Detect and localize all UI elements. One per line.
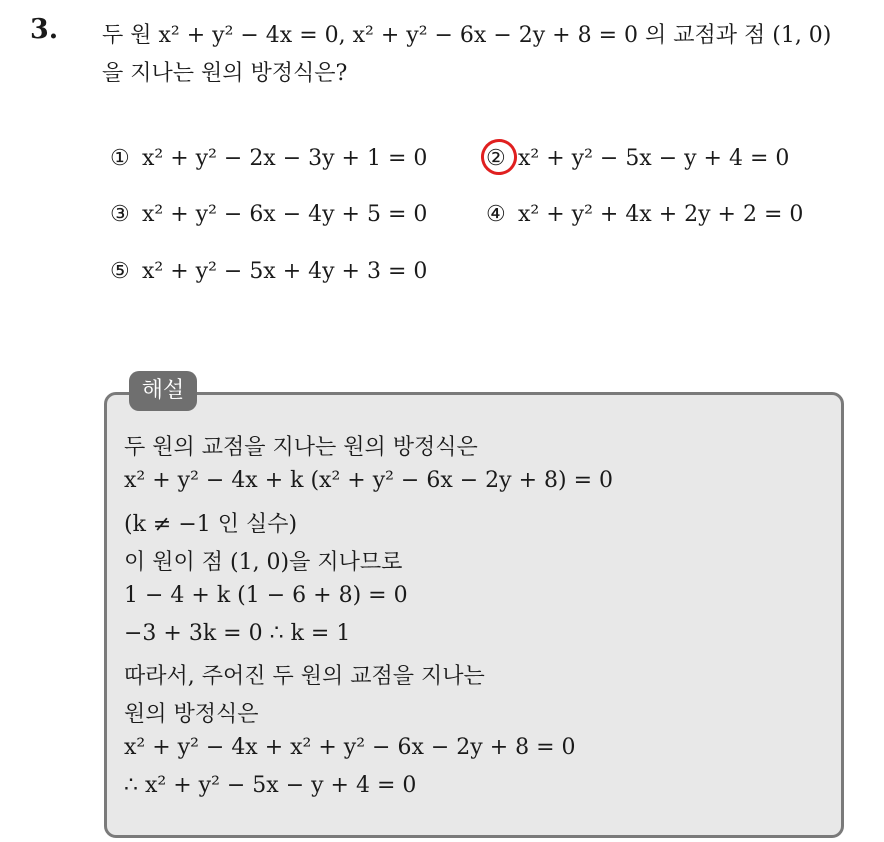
solution-label: 해설 xyxy=(129,371,197,411)
choice-5[interactable] xyxy=(110,259,427,284)
solution-line-8: 원의 방정식은 xyxy=(124,702,259,727)
choice-1[interactable] xyxy=(110,146,427,171)
choice-3-marker: ③ xyxy=(110,202,130,227)
choice-2[interactable] xyxy=(486,146,789,171)
choice-2-text: x² + y² − 5x − y + 4 = 0 xyxy=(518,146,790,171)
choice-3[interactable] xyxy=(110,202,427,227)
choice-5-marker: ⑤ xyxy=(110,259,130,284)
choice-3-text: x² + y² − 6x − 4y + 5 = 0 xyxy=(142,202,428,227)
choice-1-marker: ① xyxy=(110,146,130,171)
solution-line-6: −3 + 3k = 0 ∴ k = 1 xyxy=(124,621,351,646)
choice-1-text: x² + y² − 2x − 3y + 1 = 0 xyxy=(142,146,428,171)
choice-4-text: x² + y² + 4x + 2y + 2 = 0 xyxy=(518,202,804,227)
question-text-line1: 두 원 x² + y² − 4x = 0, x² + y² − 6x − 2y + 8 = 0 의 교점과 점 (1, 0) xyxy=(102,23,832,48)
choice-5-text: x² + y² − 5x + 4y + 3 = 0 xyxy=(142,259,428,284)
question-number: 3. xyxy=(30,14,59,45)
solution-line-7: 따라서, 주어진 두 원의 교점을 지나는 xyxy=(124,664,485,689)
solution-line-3: (k ≠ −1 인 실수) xyxy=(124,512,298,537)
solution-line-4: 이 원이 점 (1, 0)을 지나므로 xyxy=(124,550,403,575)
choice-4-marker: ④ xyxy=(486,202,506,227)
solution-line-1: 두 원의 교점을 지나는 원의 방정식은 xyxy=(124,435,478,460)
solution-line-5: 1 − 4 + k (1 − 6 + 8) = 0 xyxy=(124,583,408,608)
solution-line-2: x² + y² − 4x + k (x² + y² − 6x − 2y + 8) = 0 xyxy=(124,468,614,493)
question-text-line2: 을 지나는 원의 방정식은? xyxy=(102,61,348,86)
selected-answer-circle xyxy=(478,136,521,179)
solution-line-10: ∴ x² + y² − 5x − y + 4 = 0 xyxy=(124,773,417,798)
choice-2-marker: ② xyxy=(486,146,506,171)
choice-4[interactable] xyxy=(486,202,803,227)
solution-line-9: x² + y² − 4x + x² + y² − 6x − 2y + 8 = 0 xyxy=(124,735,576,760)
